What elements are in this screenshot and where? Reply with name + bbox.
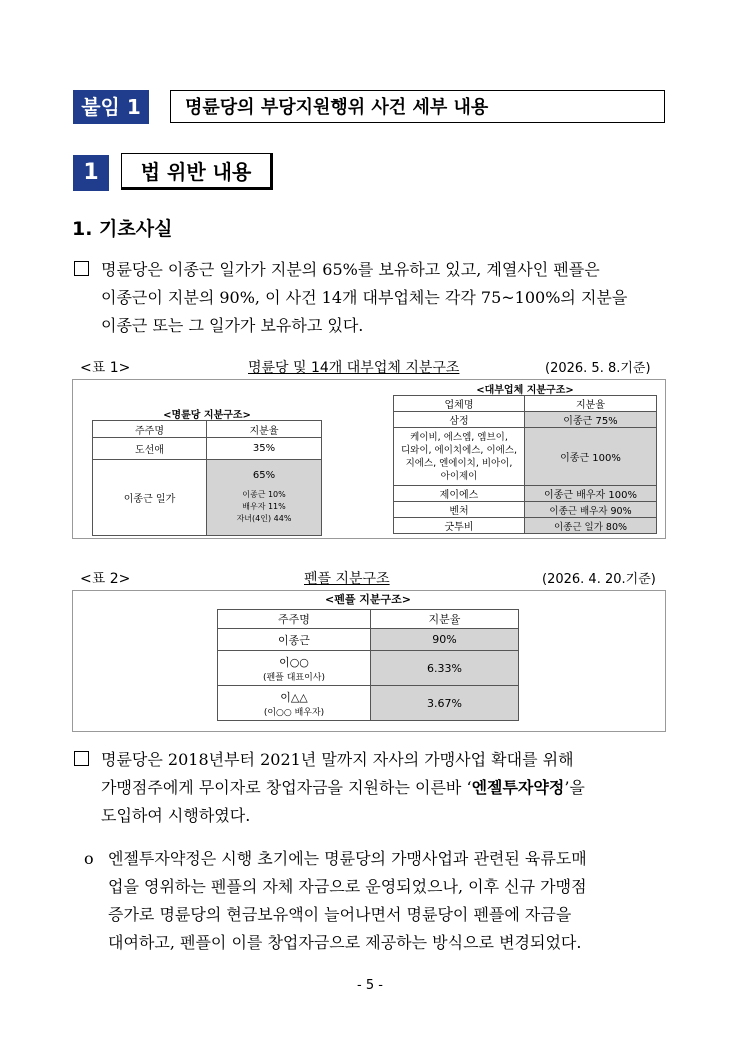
paragraph-line: 명륜당은 2018년부터 2021년 말까지 자사의 가맹사업 확대를 위해 [101,750,574,769]
table2-table [217,609,519,721]
table-header: 지분율 [207,421,322,438]
checkbox-bullet-icon [74,751,89,766]
table1-left-caption: <명륜당 지분구조> [163,410,251,421]
paragraph-line: 을 [569,778,585,797]
share-detail: 배우자 11% [242,502,286,511]
paragraph-line: 도입하여 시행하였다. [101,806,251,825]
table-cell: 이종근 일가 [93,460,207,536]
paragraph-line: 엔젤투자약정은 시행 초기에는 명륜당의 가맹사업과 관련된 육류도매 [108,849,587,868]
shareholder-name: 이○○ [279,655,309,669]
table1-date: (2026. 5. 8.기준) [545,361,651,376]
table2-caption-row [0,568,740,588]
paragraph-line: 대여하고, 펜플이 이를 창업자금으로 제공하는 방식으로 변경되었다. [108,933,582,952]
table-cell: 이종근 100% [525,428,657,486]
table-cell: 3.67% [371,686,519,721]
table-cell: 제이에스 [394,486,525,502]
paragraph-2: 명륜당은 2018년부터 2021년 말까지 자사의 가맹사업 확대를 위해 가맹점주에게 무이자로 창업자금을 지원하는 이른바 ‘엔젤투자약정’을 도입하여 시행하였다. [74,746,585,830]
share-detail: 자녀(4인) 44% [236,514,292,523]
term-highlight: 엔젤투자약정 [471,778,565,797]
table-header: 주주명 [218,610,371,629]
paragraph-line: 이종근이 지분의 90%, 이 사건 14개 대부업체는 각각 75~100%의 지분을 [101,288,628,307]
table-cell: 삼정 [394,412,525,428]
paragraph-3 [84,845,587,957]
appendix-title: 명륜당의 부당지원행위 사건 세부 내용 [170,90,665,123]
table-header: 지분율 [525,396,657,412]
company-names: 아이제이 [440,470,478,482]
company-names: 케이비, 에스엠, 엠브이, [410,431,508,443]
table1-caption-row [0,357,740,377]
table-cell [218,651,371,686]
table-cell: 90% [371,629,519,651]
shareholder-note: (펜플 대표이사) [262,672,326,683]
table2-title: 펜플 지분구조 [304,571,390,587]
table1-right-table [393,395,657,534]
company-names: 지에스, 엔에이치, 비아이, [405,457,513,469]
table-cell: 벤처 [394,502,525,518]
table-cell: 이종근 75% [525,412,657,428]
company-names: 디와이, 에이치에스, 이에스, [400,444,518,456]
table-cell: 이종근 [218,629,371,651]
table-cell: 이종근 일가 80% [525,518,657,534]
paragraph-line: 업을 영위하는 펜플의 자체 자금으로 운영되었으나, 이후 신규 가맹점 [108,877,587,896]
paragraph-1 [74,256,627,340]
checkbox-bullet-icon [74,261,89,276]
table-cell: 6.33% [371,651,519,686]
shareholder-note: (이○○ 배우자) [263,707,325,718]
paragraph-line: 증가로 명륜당의 현금보유액이 늘어나면서 명륜당이 펜플에 자금을 [108,905,572,924]
total-share: 65% [252,470,276,481]
table2-label: <표 2> [80,571,131,587]
table2-date: (2026. 4. 20.기준) [542,572,656,587]
appendix-badge: 붙임 1 [73,90,149,124]
paragraph-line: 명륜당은 이종근 일가가 지분의 65%를 보유하고 있고, 계열사인 펜플은 [101,260,600,279]
table-header: 주주명 [93,421,207,438]
table-cell: 굿투비 [394,518,525,534]
paragraph-line: 이종근 또는 그 일가가 보유하고 있다. [101,316,364,335]
section-number: 1 [73,155,109,191]
table-cell [218,686,371,721]
table-cell: 이종근 배우자 100% [525,486,657,502]
subsection-title: 1. 기초사실 [72,218,173,240]
page-number: - 5 - [357,978,383,993]
shareholder-name: 이△△ [280,690,308,704]
table1-label: <표 1> [80,360,131,376]
table2-inner-caption: <펜플 지분구조> [324,593,412,606]
table1-title: 명륜당 및 14개 대부업체 지분구조 [248,360,460,376]
section-title: 법 위반 내용 [121,153,273,190]
table-cell [394,428,525,486]
bullet-o: o [84,849,94,868]
table-cell: 이종근 배우자 90% [525,502,657,518]
table-cell: 35% [207,438,322,460]
table-header: 지분율 [371,610,519,629]
share-detail: 이종근 10% [242,490,286,499]
table1-right-caption: <대부업체 지분구조> [476,385,574,396]
table-cell: 도선애 [93,438,207,460]
paragraph-line: 가맹점주에게 무이자로 창업자금을 지원하는 이른바 [101,778,467,797]
table-header: 업체명 [394,396,525,412]
table-cell [207,460,322,536]
table1-left-table [92,420,322,536]
